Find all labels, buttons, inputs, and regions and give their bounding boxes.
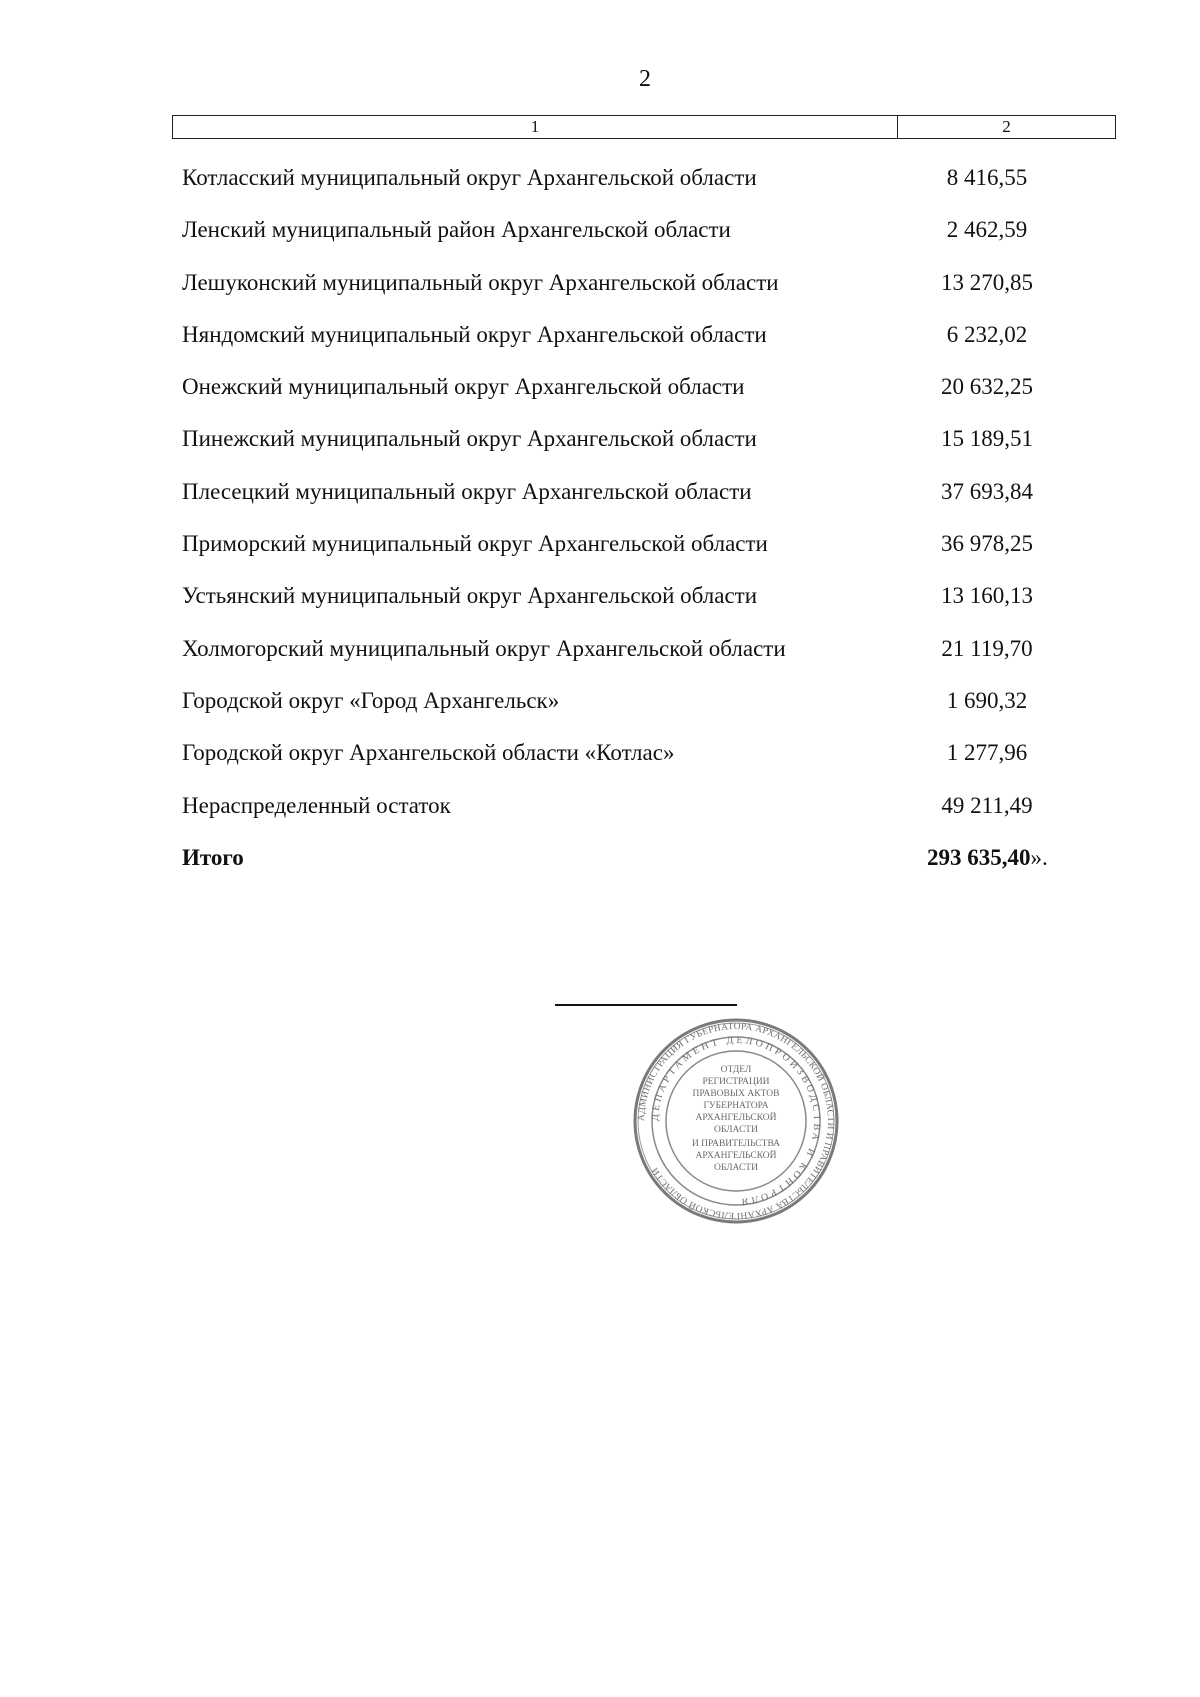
row-name: Ленский муниципальный район Архангельской области bbox=[182, 217, 731, 243]
table-row bbox=[182, 315, 1122, 367]
row-value: 6 232,02 bbox=[946, 321, 1028, 347]
table-row bbox=[182, 733, 1122, 785]
table-row bbox=[182, 158, 1122, 210]
row-value: 1 690,32 bbox=[946, 687, 1028, 713]
row-value: 8 416,55 bbox=[946, 165, 1028, 190]
row-value: 1 277,96 bbox=[946, 740, 1028, 766]
seal-middle-text: ДЕПАРТАМЕНТ ДЕЛОПРОИЗВОДСТВА И КОНТРОЛЯ bbox=[649, 1034, 823, 1208]
seal-inner-line: ПРАВОВЫХ АКТОВ bbox=[692, 1089, 780, 1099]
table-row bbox=[182, 210, 1122, 262]
row-name: Лешуконский муниципальный округ Архангельской области bbox=[182, 269, 779, 295]
seal-inner-line: ОБЛАСТИ bbox=[714, 1125, 758, 1135]
table-row bbox=[182, 367, 1122, 419]
row-name: Приморский муниципальный округ Архангельской области bbox=[182, 531, 768, 557]
row-name: Онежский муниципальный округ Архангельской области bbox=[182, 374, 745, 400]
row-name: Няндомский муниципальный округ Архангельской области bbox=[182, 321, 767, 347]
table-row bbox=[182, 524, 1122, 576]
row-value: 15 189,51 bbox=[941, 426, 1033, 452]
row-name: Устьянский муниципальный округ Архангельской области bbox=[182, 583, 758, 609]
table-row bbox=[182, 576, 1122, 628]
table-row bbox=[182, 681, 1122, 733]
row-value: 13 270,85 bbox=[941, 269, 1033, 295]
row-name: Городской округ «Город Архангельск» bbox=[182, 687, 560, 713]
row-value: 37 693,84 bbox=[941, 478, 1033, 504]
seal-inner-line: ОТДЕЛ bbox=[720, 1065, 752, 1075]
row-name: Нераспределенный остаток bbox=[182, 792, 451, 818]
row-value: 2 462,59 bbox=[946, 217, 1028, 243]
row-value: 36 978,25 bbox=[941, 531, 1033, 557]
table-row bbox=[182, 629, 1122, 681]
row-value: 20 632,25 bbox=[941, 374, 1033, 400]
row-name: Котласский муниципальный округ Архангельской области bbox=[182, 165, 757, 190]
seal-inner-line: АРХАНГЕЛЬСКОЙ bbox=[695, 1151, 777, 1161]
seal-outer-text: АДМИНИСТРАЦИЯ ГУБЕРНАТОРА АРХАНГЕЛЬСКОЙ ОБЛАСТИ И ПРАВИТЕЛЬСТВА АРХАНГЕЛЬСКОЙ ОБЛАСТИ bbox=[636, 1021, 836, 1221]
table-row bbox=[182, 419, 1122, 471]
seal-inner-line: АРХАНГЕЛЬСКОЙ bbox=[695, 1113, 777, 1123]
table-body bbox=[182, 158, 1122, 890]
seal-stamp bbox=[633, 1018, 839, 1224]
table-header-col-2: 2 bbox=[1002, 117, 1011, 136]
page-number: 2 bbox=[639, 66, 651, 92]
total-row bbox=[182, 838, 1122, 890]
seal-inner-line: ГУБЕРНАТОРА bbox=[703, 1101, 769, 1111]
row-name: Плесецкий муниципальный округ Архангельской области bbox=[182, 478, 752, 504]
table-header-col-1: 1 bbox=[173, 116, 898, 138]
seal-inner-line: И ПРАВИТЕЛЬСТВА bbox=[691, 1139, 781, 1149]
signature-line bbox=[555, 1004, 737, 1006]
row-name: Холмогорский муниципальный округ Архангельской области bbox=[182, 635, 786, 661]
total-value: 293 635,40 bbox=[927, 844, 1031, 870]
row-name: Городской округ Архангельской области «Котлас» bbox=[182, 740, 675, 766]
seal-inner-line: РЕГИСТРАЦИИ bbox=[702, 1077, 770, 1087]
row-value: 13 160,13 bbox=[941, 583, 1033, 609]
row-name: Пинежский муниципальный округ Архангельской области bbox=[182, 426, 757, 452]
seal-inner-line: ОБЛАСТИ bbox=[714, 1163, 758, 1173]
row-value: 49 211,49 bbox=[941, 792, 1033, 818]
table-header bbox=[172, 115, 1116, 139]
table-row bbox=[182, 263, 1122, 315]
total-suffix: ». bbox=[1030, 844, 1048, 870]
row-value: 21 119,70 bbox=[941, 635, 1033, 661]
total-label: Итого bbox=[182, 844, 244, 870]
table-row bbox=[182, 786, 1122, 838]
table-row bbox=[182, 472, 1122, 524]
total-value-wrap bbox=[927, 838, 1048, 878]
